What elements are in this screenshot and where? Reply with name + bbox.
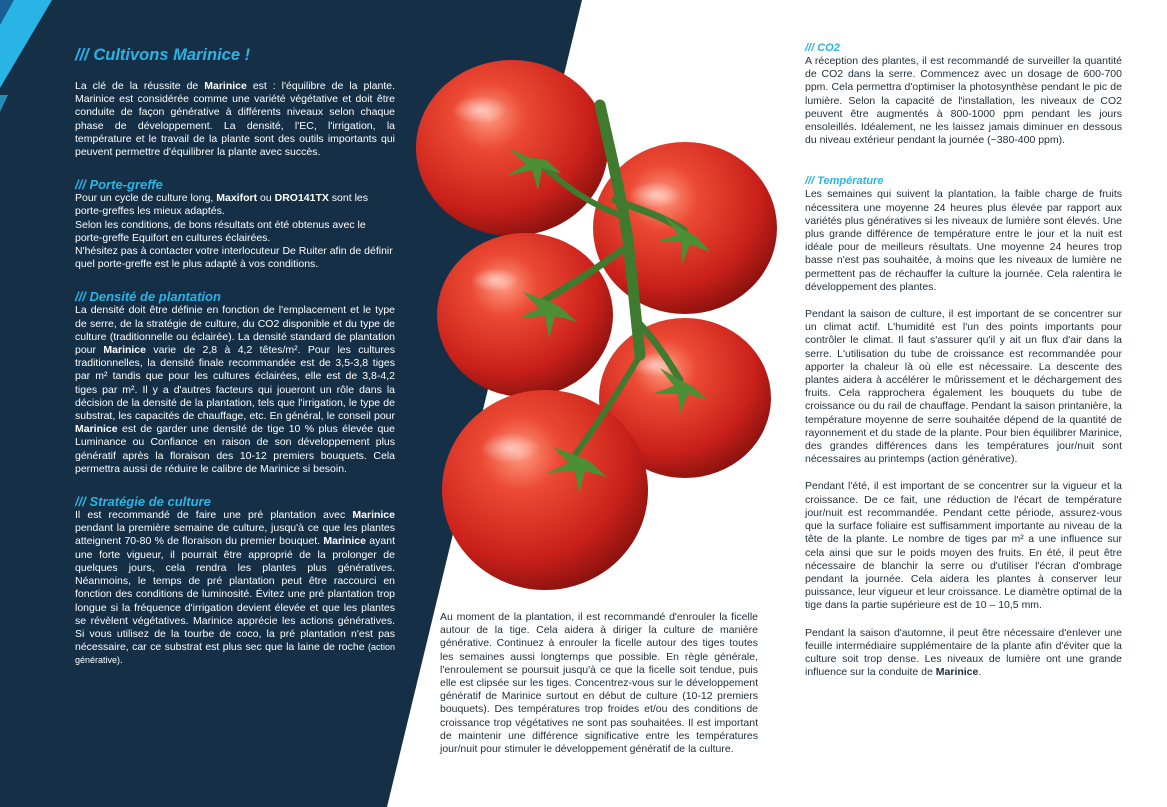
- left-column: [75, 45, 395, 686]
- text-run: La clé de la réussite de: [75, 80, 205, 92]
- bold-term: DRO141TX: [274, 192, 329, 205]
- bold-term: Marinice: [352, 509, 395, 522]
- text-run: .: [120, 654, 123, 667]
- paragraph: [805, 55, 1122, 147]
- text-run: Pendant l'été, il est important de se concentrer sur la vigueur et la croissance. De ce fait, une réduction de l'écart de température jour/nuit est recommandée. Pendant cette période, assurez-vous que la surface foliaire est suffisamment importante au niveau de la tête de la plante. Le nombre de tiges par m² a une influence sur cela ainsi que sur le poids moyen des fruits. En été, il peut être nécessaire de blanchir la serre ou d'utiliser l'écran d'ombrage pendant la journée. Cela aidera les plantes à conserver leur puissance, leur vigueur et leur croissance. Le diamètre optimal de la tige dans la partie supérieure est de 10 – 10,5 mm.: [805, 480, 1122, 612]
- text-run: La densité doit être définie en fonction de l'emplacement et le type de serre, de la stratégie de culture, du CO2 disponible et du type de culture (traditionnelle ou éclairée). La densité standard de plantation pour: [75, 304, 395, 357]
- tomato: [416, 60, 608, 236]
- text-run: .: [978, 666, 982, 679]
- text-run: pendant la première semaine de culture, jusqu'à ce que les plantes atteignent 70-80 % de floraison du premier bouquet.: [75, 522, 395, 548]
- page-title: /// Cultivons Marinice !: [75, 46, 251, 64]
- bold-term: Marinice: [103, 344, 146, 357]
- text-run: ou: [257, 192, 275, 205]
- text-run: est : l'équilibre de la plante. Marinice est considérée comme une variété végétative et doit être conduite de façon générative à différents niveaux selon chaque phase de développement. La densité, l'EC, l'irrigation, la température et le travail de la plante sont des outils importants qui peuvent permettre d'équilibrer la plante avec succès.: [75, 80, 395, 159]
- section-heading-strategie: /// Stratégie de culture: [75, 494, 211, 510]
- text-run: N'hésitez pas à contacter votre interlocuteur De Ruiter afin de définir quel porte-greffe est le plus adapté à vos conditions.: [75, 245, 393, 271]
- paragraph: [805, 308, 1122, 466]
- bold-term: Marinice: [323, 535, 366, 548]
- bold-term: Marinice: [75, 423, 118, 436]
- text-run: A réception des plantes, il est recommandé de surveiller la quantité de CO2 dans la serre. Commencez avec un dosage de 600-700 ppm. Cela permettra d'optimiser la photosynthèse pendant le pic de lumière. Selon la capacité de l'installation, les niveaux de CO2 peuvent être augmentés à 800-1000 ppm pendant les jours ensoleillés. Idéalement, ne les laissez jamais diminuer en dessous du niveau extérieur pendant la journée (~380-400 ppm).: [805, 55, 1122, 147]
- bold-term: Marinice: [935, 666, 979, 679]
- intro-paragraph: [75, 80, 395, 159]
- paragraph: [75, 245, 395, 271]
- text-run: ayant une forte vigueur, il pourrait être approprié de la prolonger de quelques jours, cela rendra les plantes plus génératives. Néanmoins, le temps de pré plantation peut être raccourci en fonction des conditions de luminosité. Évitez une pré plantation trop longue si la fréquence d'irrigation devient élevée et que les plantes se révèlent végétatives. Marinice apprécie les actions génératives. Si vous utilisez de la tourbe de coco, la pré plantation n'est pas nécessaire, car ce substrat est plus sec que la laine de roche: [75, 535, 395, 654]
- paragraph: [75, 509, 395, 667]
- text-run: Pendant la saison d'automne, il peut être nécessaire d'enlever une feuille intermédiaire supplémentaire de la plante afin d'éviter que la culture soit trop dense. Les niveaux de lumière ont une grande influence sur la conduite de: [805, 626, 1122, 679]
- text-run: Les semaines qui suivent la plantation, la faible charge de fruits nécessitera une moyenne 24 heures plus élevée par rapport aux variétés plus génératives si les niveaux de lumière sont élevés. Une plus grande différence de température entre le jour et la nuit est idéale pour de meilleurs résultats. Une moyenne 24 heures trop basse n'est pas souhaitée, à moins que les niveaux de lumière ne permettent pas de réchauffer la culture la journée. Cela ralentira le développement des plantes.: [805, 188, 1122, 293]
- text-run: Pendant la saison de culture, il est important de se concentrer sur un climat actif. L'humidité est l'un des points importants pour contrôler le climat. Il faut s'assurer qu'il y ait un flux d'air dans la serre. L'utilisation du tube de croissance est recommandée pour apporter la chaleur là où elle est nécessaire. La descente des plantes aidera à accélérer le mûrissement et le déchargement des fruits. Cela rapprochera également les bouquets du tube de croissance ou du rail de chauffage. Pendant la saison printanière, la température moyenne de serre souhaitée dépend de la quantité de rayonnement et du stade de la plante. Pour bien équilibrer Marinice, des grandes différences dans les températures jour/nuit sont nécessaires au printemps (action générative).: [805, 308, 1122, 466]
- section-heading-temperature: /// Température: [805, 175, 884, 188]
- text-run: est de garder une densité de tige 10 % plus élevée que Luminance ou Confiance en raison de son développement plus génératif après la floraison des 10-12 premiers bouquets. Cela permettra aussi de réduire le calibre de Marinice si besoin.: [75, 423, 395, 475]
- section-heading-co2: /// CO2: [805, 42, 840, 54]
- text-run: Il est recommandé de faire une pré plantation avec: [75, 509, 353, 522]
- section-heading-densite: /// Densité de plantation: [75, 289, 221, 305]
- text-run: varie de 2,8 à 4,2 têtes/m². Pour les cultures traditionnelles, la densité finale recommandée est de 3,5-3,8 tiges par m² tandis que pour les cultures éclairées, elle est de 3,8-4,2 tiges par m². Il y a d'autres facteurs qui joueront un rôle dans la décision de la densité de la plantation, tels que l'irrigation, le type de substrat, les capacités de chauffage, etc. En général, le conseil pour: [75, 344, 395, 423]
- right-column: [805, 42, 1122, 695]
- paragraph: [805, 188, 1122, 294]
- paragraph: [440, 611, 758, 756]
- text-run: Au moment de la plantation, il est recommandé d'enrouler la ficelle autour de la tige. Cela aidera à diriger la culture de manière générative. Continuez à enrouler la ficelle autour des tiges toutes les semaines aussi longtemps que possible. En règle générale, l'enroulement se poursuit jusqu'à ce que la ficelle soit tendue, puis elle est clipsée sur les tiges. Concentrez-vous sur le développement génératif de Marinice surtout en début de culture (10-12 premiers bouquets). Des températures trop froides et/ou des conditions de croissance trop végétatives ne sont pas souhaitées. Il est important de maintenir une différence significative entre les températures jour/nuit pour stimuler le développement génératif de la culture.: [440, 611, 758, 756]
- paragraph: [75, 192, 395, 218]
- text-run: sont les porte-greffes les mieux adaptés.: [75, 192, 368, 218]
- paragraph: [75, 219, 395, 245]
- tomato: [442, 390, 648, 590]
- tomato-cluster-image: [416, 60, 777, 590]
- small-note: (action générative): [75, 642, 395, 666]
- section-heading-porte-greffe: /// Porte-greffe: [75, 177, 163, 193]
- paragraph: [805, 480, 1122, 612]
- bold-term: Marinice: [204, 80, 247, 92]
- bold-term: Maxifort: [216, 192, 258, 205]
- text-run: Pour un cycle de culture long,: [75, 192, 217, 205]
- paragraph: [805, 627, 1122, 680]
- middle-column: [440, 611, 758, 756]
- paragraph: [75, 304, 395, 476]
- text-run: Selon les conditions, de bons résultats ont été obtenus avec le porte-greffe Equifort en cultures éclairées.: [75, 218, 366, 244]
